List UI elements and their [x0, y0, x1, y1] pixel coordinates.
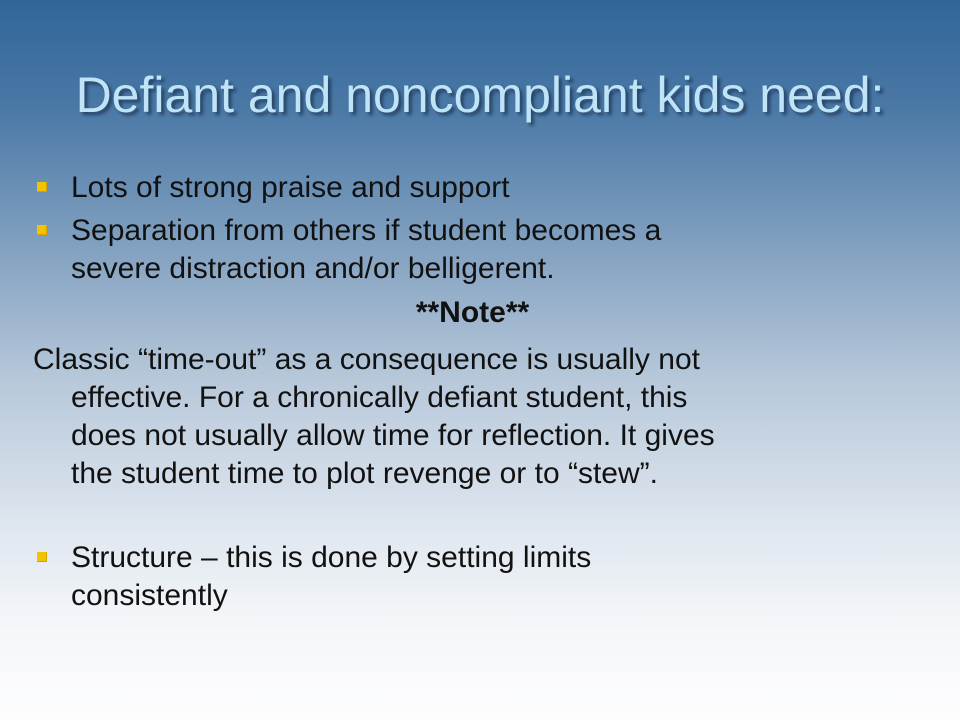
bullet-line: Lots of strong praise and support — [71, 171, 510, 204]
bullet-line: Structure – this is done by setting limits — [71, 541, 592, 574]
bullet-square-icon — [37, 225, 47, 235]
bullet-text — [71, 169, 891, 207]
bullet-item-separation — [37, 212, 917, 292]
bullet-line: consistently — [71, 579, 228, 612]
note-paragraph — [33, 341, 913, 493]
bullet-item-structure — [37, 539, 917, 619]
paragraph-line: the student time to plot revenge or to “stew”. — [71, 457, 658, 490]
paragraph-line: does not usually allow time for reflection. It gives — [71, 419, 715, 452]
bullet-line: Separation from others if student becomes a — [71, 214, 662, 247]
paragraph-line: Classic “time-out” as a consequence is usually not — [33, 343, 700, 376]
bullet-text — [71, 212, 891, 288]
note-heading: **Note** — [415, 296, 530, 329]
bullet-square-icon — [37, 552, 47, 562]
paragraph-line: effective. For a chronically defiant student, this — [71, 381, 688, 414]
bullet-item-praise — [37, 169, 917, 209]
bullet-line: severe distraction and/or belligerent. — [71, 252, 555, 285]
bullet-square-icon — [37, 182, 47, 192]
bullet-text — [71, 539, 891, 615]
slide-title: Defiant and noncompliant kids need: — [75, 67, 885, 123]
